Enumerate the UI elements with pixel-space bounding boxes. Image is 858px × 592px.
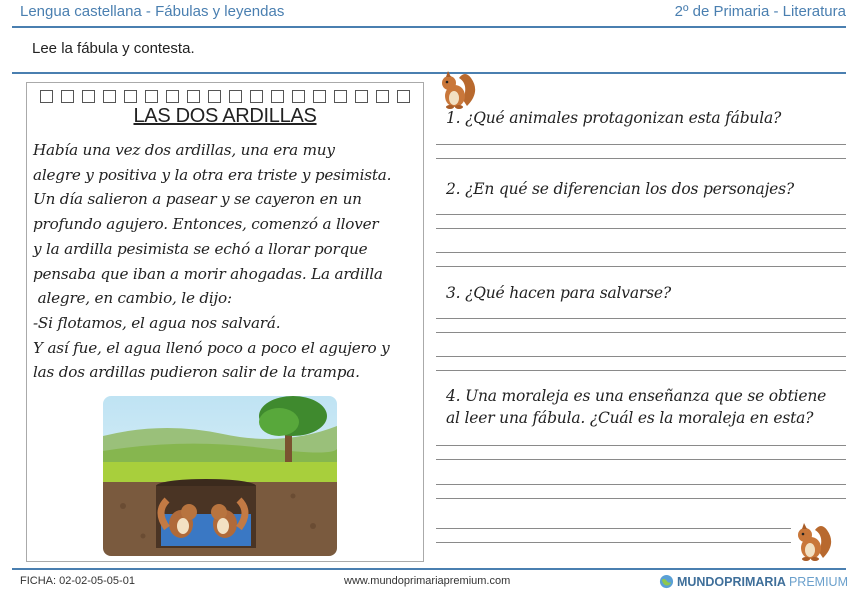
- answer-line[interactable]: [436, 214, 846, 215]
- question-4-line-1: 4. Una moraleja es una enseñanza que se obtiene: [446, 387, 827, 405]
- checkbox[interactable]: [124, 90, 137, 103]
- story-line: profundo agujero. Entonces, comenzó a llover: [33, 215, 379, 234]
- answer-line[interactable]: [436, 459, 846, 460]
- story-line: pensaba que iban a morir ahogadas. La ardilla: [33, 264, 383, 283]
- checkbox[interactable]: [103, 90, 116, 103]
- answer-line[interactable]: [436, 158, 846, 159]
- subject-header: Lengua castellana - Fábulas y leyendas: [20, 3, 285, 20]
- story-panel: [26, 82, 424, 562]
- answer-line[interactable]: [436, 356, 846, 357]
- checkbox[interactable]: [271, 90, 284, 103]
- checkbox[interactable]: [82, 90, 95, 103]
- answer-line[interactable]: [436, 498, 846, 499]
- instruction-text: Lee la fábula y contesta.: [32, 40, 195, 57]
- story-text: [33, 138, 425, 385]
- checkbox[interactable]: [208, 90, 221, 103]
- story-line: Y así fue, el agua llenó poco a poco el agujero y: [33, 338, 390, 357]
- answer-line[interactable]: [436, 318, 846, 319]
- story-title: LAS DOS ARDILLAS: [133, 105, 317, 127]
- story-line: las dos ardillas pudieron salir de la trampa.: [33, 363, 360, 382]
- checkbox[interactable]: [187, 90, 200, 103]
- checkbox[interactable]: [61, 90, 74, 103]
- question-1: 1. ¿Qué animales protagonizan esta fábula?: [446, 109, 782, 127]
- globe-icon: [659, 574, 674, 589]
- header-divider: [12, 26, 846, 28]
- question-2: 2. ¿En qué se diferencian los dos personajes?: [446, 180, 795, 198]
- checkbox[interactable]: [334, 90, 347, 103]
- answer-line[interactable]: [436, 332, 846, 333]
- checkbox[interactable]: [397, 90, 410, 103]
- checkbox-row: [40, 90, 410, 103]
- story-line: Un día salieron a pasear y se cayeron en un: [33, 190, 362, 209]
- answer-line[interactable]: [436, 266, 846, 267]
- question-4-line-2: al leer una fábula. ¿Cuál es la moraleja en esta?: [446, 409, 814, 427]
- story-line: y la ardilla pesimista se echó a llorar porque: [33, 239, 368, 258]
- answer-line[interactable]: [436, 542, 791, 543]
- answer-line[interactable]: [436, 528, 791, 529]
- brand-suffix: PREMIUM: [788, 574, 848, 589]
- footer-divider: [12, 568, 846, 570]
- brand-logo: [659, 574, 848, 589]
- checkbox[interactable]: [229, 90, 242, 103]
- story-line: alegre y positiva y la otra era triste y pesimista.: [33, 165, 392, 184]
- squirrel-icon: [793, 518, 835, 562]
- answer-line[interactable]: [436, 144, 846, 145]
- answer-line[interactable]: [436, 228, 846, 229]
- story-line: alegre, en cambio, le dijo:: [33, 289, 232, 308]
- checkbox[interactable]: [292, 90, 305, 103]
- story-line: -Si flotamos, el agua nos salvará.: [33, 313, 281, 332]
- squirrel-icon: [437, 66, 479, 110]
- ficha-code: FICHA: 02-02-05-05-01: [20, 575, 135, 587]
- grade-header: 2º de Primaria - Literatura: [674, 3, 846, 20]
- instruction-divider: [12, 72, 846, 74]
- answer-line[interactable]: [436, 445, 846, 446]
- answer-line[interactable]: [436, 252, 846, 253]
- answer-line[interactable]: [436, 484, 846, 485]
- story-line: Había una vez dos ardillas, una era muy: [33, 141, 335, 159]
- checkbox[interactable]: [40, 90, 53, 103]
- checkbox[interactable]: [313, 90, 326, 103]
- website-link[interactable]: www.mundoprimariapremium.com: [344, 575, 511, 587]
- checkbox[interactable]: [250, 90, 263, 103]
- checkbox[interactable]: [376, 90, 389, 103]
- checkbox[interactable]: [355, 90, 368, 103]
- question-3: 3. ¿Qué hacen para salvarse?: [446, 284, 671, 302]
- brand-main: MUNDOPRIMARIA: [676, 574, 786, 589]
- checkbox[interactable]: [166, 90, 179, 103]
- squirrels-in-hole-illustration: [103, 396, 337, 556]
- checkbox[interactable]: [145, 90, 158, 103]
- answer-line[interactable]: [436, 370, 846, 371]
